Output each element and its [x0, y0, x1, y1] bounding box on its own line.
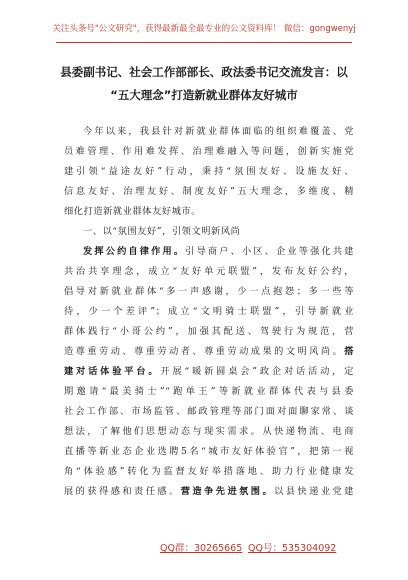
footer-qq-number[interactable]: QQ号：535304092 [248, 543, 337, 554]
line-text: 造尊重劳动、尊重劳动者、尊重劳动成果的文明风尚。 [64, 346, 345, 357]
paragraph-line: 直播等新业态企业选聘5名“城市友好体验官”，把第一视 [64, 446, 354, 457]
bold-lead: 营造争先进氛围。 [180, 486, 275, 497]
bold-lead: 搭 [344, 346, 354, 357]
header-promo-note: 关注头条号"公文研究"，获得最新最全最专业的公文资料库！ 微信：gongwenyj [52, 24, 356, 34]
paragraph-line: 期邀请“最美骑士”“跑单王”等新就业群体代表与县委 [64, 386, 354, 397]
doc-title-line-1: 县委副书记、社会工作部部长、政法委书记交流发言：以 [60, 65, 348, 79]
header-divider [56, 42, 352, 43]
paragraph-line: 细化打造新就业群体友好城市。 [64, 206, 202, 217]
paragraph-line: 想法，了解他们思想动态与现实需求。从快递物流、电商 [64, 426, 354, 437]
paragraph-line: 今年以来，我县针对新就业群体面临的组织难覆盖、党 [83, 126, 354, 137]
footer-qq-group[interactable]: QQ群：30265665 [160, 543, 243, 554]
paragraph-line [64, 482, 354, 502]
paragraph-line: 倡导对新就业群体“多一声感谢，少一点抱怨；多一些等 [64, 286, 354, 297]
paragraph-line: 建引领“益途友好”行动，秉持“氛围友好、设施友好、 [64, 166, 354, 177]
paragraph-line: 角“体验感”转化为监督友好举措落地、助力行业健康发 [64, 466, 354, 477]
paragraph-line: 待，少一个差评”；成立“文明骑士联盟”，引导新就业 [64, 306, 354, 317]
paragraph-line: 群体践行“小哥公约”，加强其配送、驾驶行为规范，营 [64, 326, 354, 337]
section-heading: 一、以“氛围友好”，引领文明新风尚 [83, 226, 241, 237]
doc-title-line-2: “五大理念”打造新就业群体友好城市 [110, 88, 298, 102]
lead-rest: 开展“暖新圆桌会”政企对话活动，定 [160, 366, 354, 377]
bold-lead: 建对话体验平台。 [64, 366, 161, 377]
paragraph-line: 社会工作部、市场监管、邮政管理等部门面对面聊家常、谈 [64, 406, 354, 417]
paragraph-line [64, 242, 354, 262]
paragraph-line: 共治共享理念，成立“友好单元联盟”，发布友好公约， [64, 266, 354, 277]
paragraph-line [64, 362, 354, 382]
line-text: 展的获得感和责任感。 [64, 486, 181, 497]
paragraph-line [64, 342, 354, 362]
lead-rest: 引导商户、小区、企业等强化共建 [185, 246, 355, 257]
paragraph-line: 信息友好、治理友好、制度友好”五大理念，多维度、精 [64, 186, 354, 197]
lead-rest: 以县快递业党建 [274, 486, 354, 497]
doc-body [64, 122, 354, 502]
bold-lead: 发挥公约自律作用。 [83, 246, 186, 257]
paragraph-line: 员难管理、作用难发挥、治理难融入等问题，创新实施党 [64, 146, 354, 157]
